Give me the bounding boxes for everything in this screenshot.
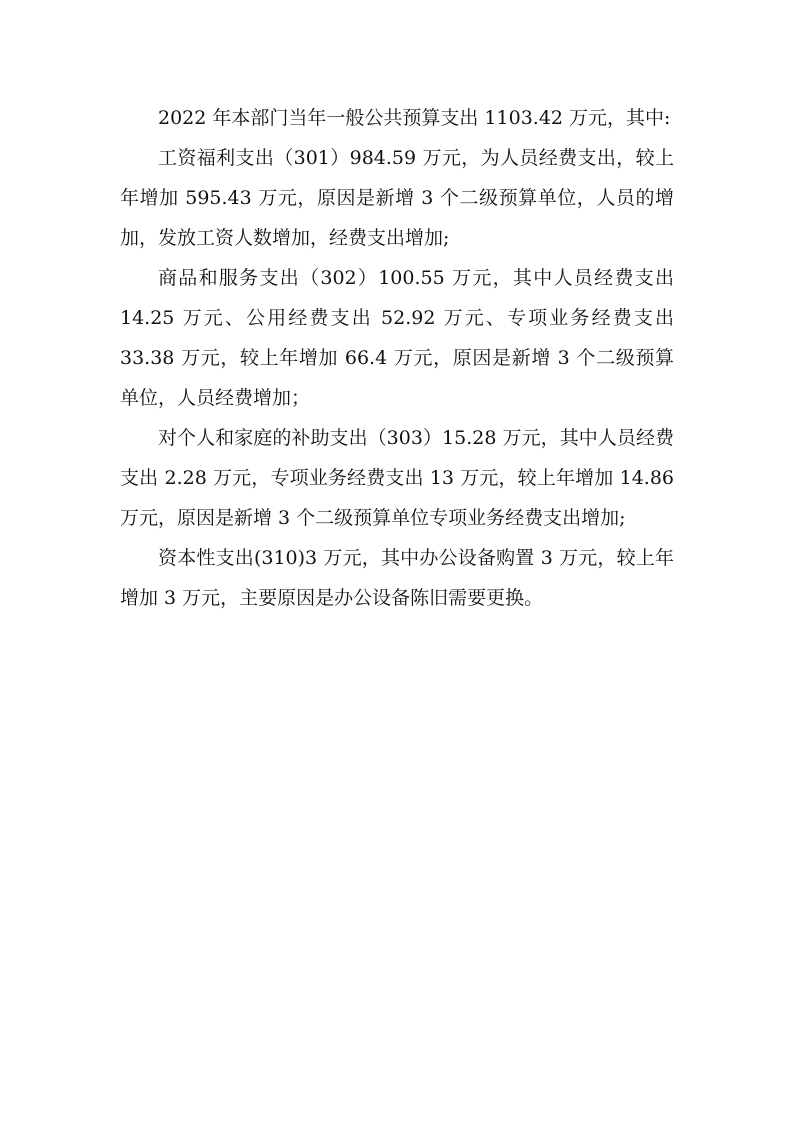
- paragraph-goods-services: 商品和服务支出（302）100.55 万元，其中人员经费支出 14.25 万元、公用经费支出 52.92 万元、专项业务经费支出 33.38 万元，较上年增加 66.4 万元，原因是新增 3 个二级预算单位，人员经费增加；: [120, 267, 674, 409]
- paragraph-wages-welfare: 工资福利支出（301）984.59 万元，为人员经费支出，较上年增加 595.43 万元，原因是新增 3 个二级预算单位，人员的增加，发放工资人数增加，经费支出增加;: [120, 147, 674, 249]
- paragraph-total-expenditure: 2022 年本部门当年一般公共预算支出 1103.42 万元，其中:: [158, 107, 671, 129]
- paragraph-household-subsidies: 对个人和家庭的补助支出（303）15.28 万元，其中人员经费支出 2.28 万元，专项业务经费支出 13 万元，较上年增加 14.86 万元，原因是新增 3 个二级预算单位专项业务经费支出增加;: [120, 427, 674, 529]
- paragraph-capital-expenditure: 资本性支出(310)3 万元，其中办公设备购置 3 万元，较上年增加 3 万元，主要原因是办公设备陈旧需要更换。: [120, 547, 674, 609]
- document-body: [120, 98, 674, 618]
